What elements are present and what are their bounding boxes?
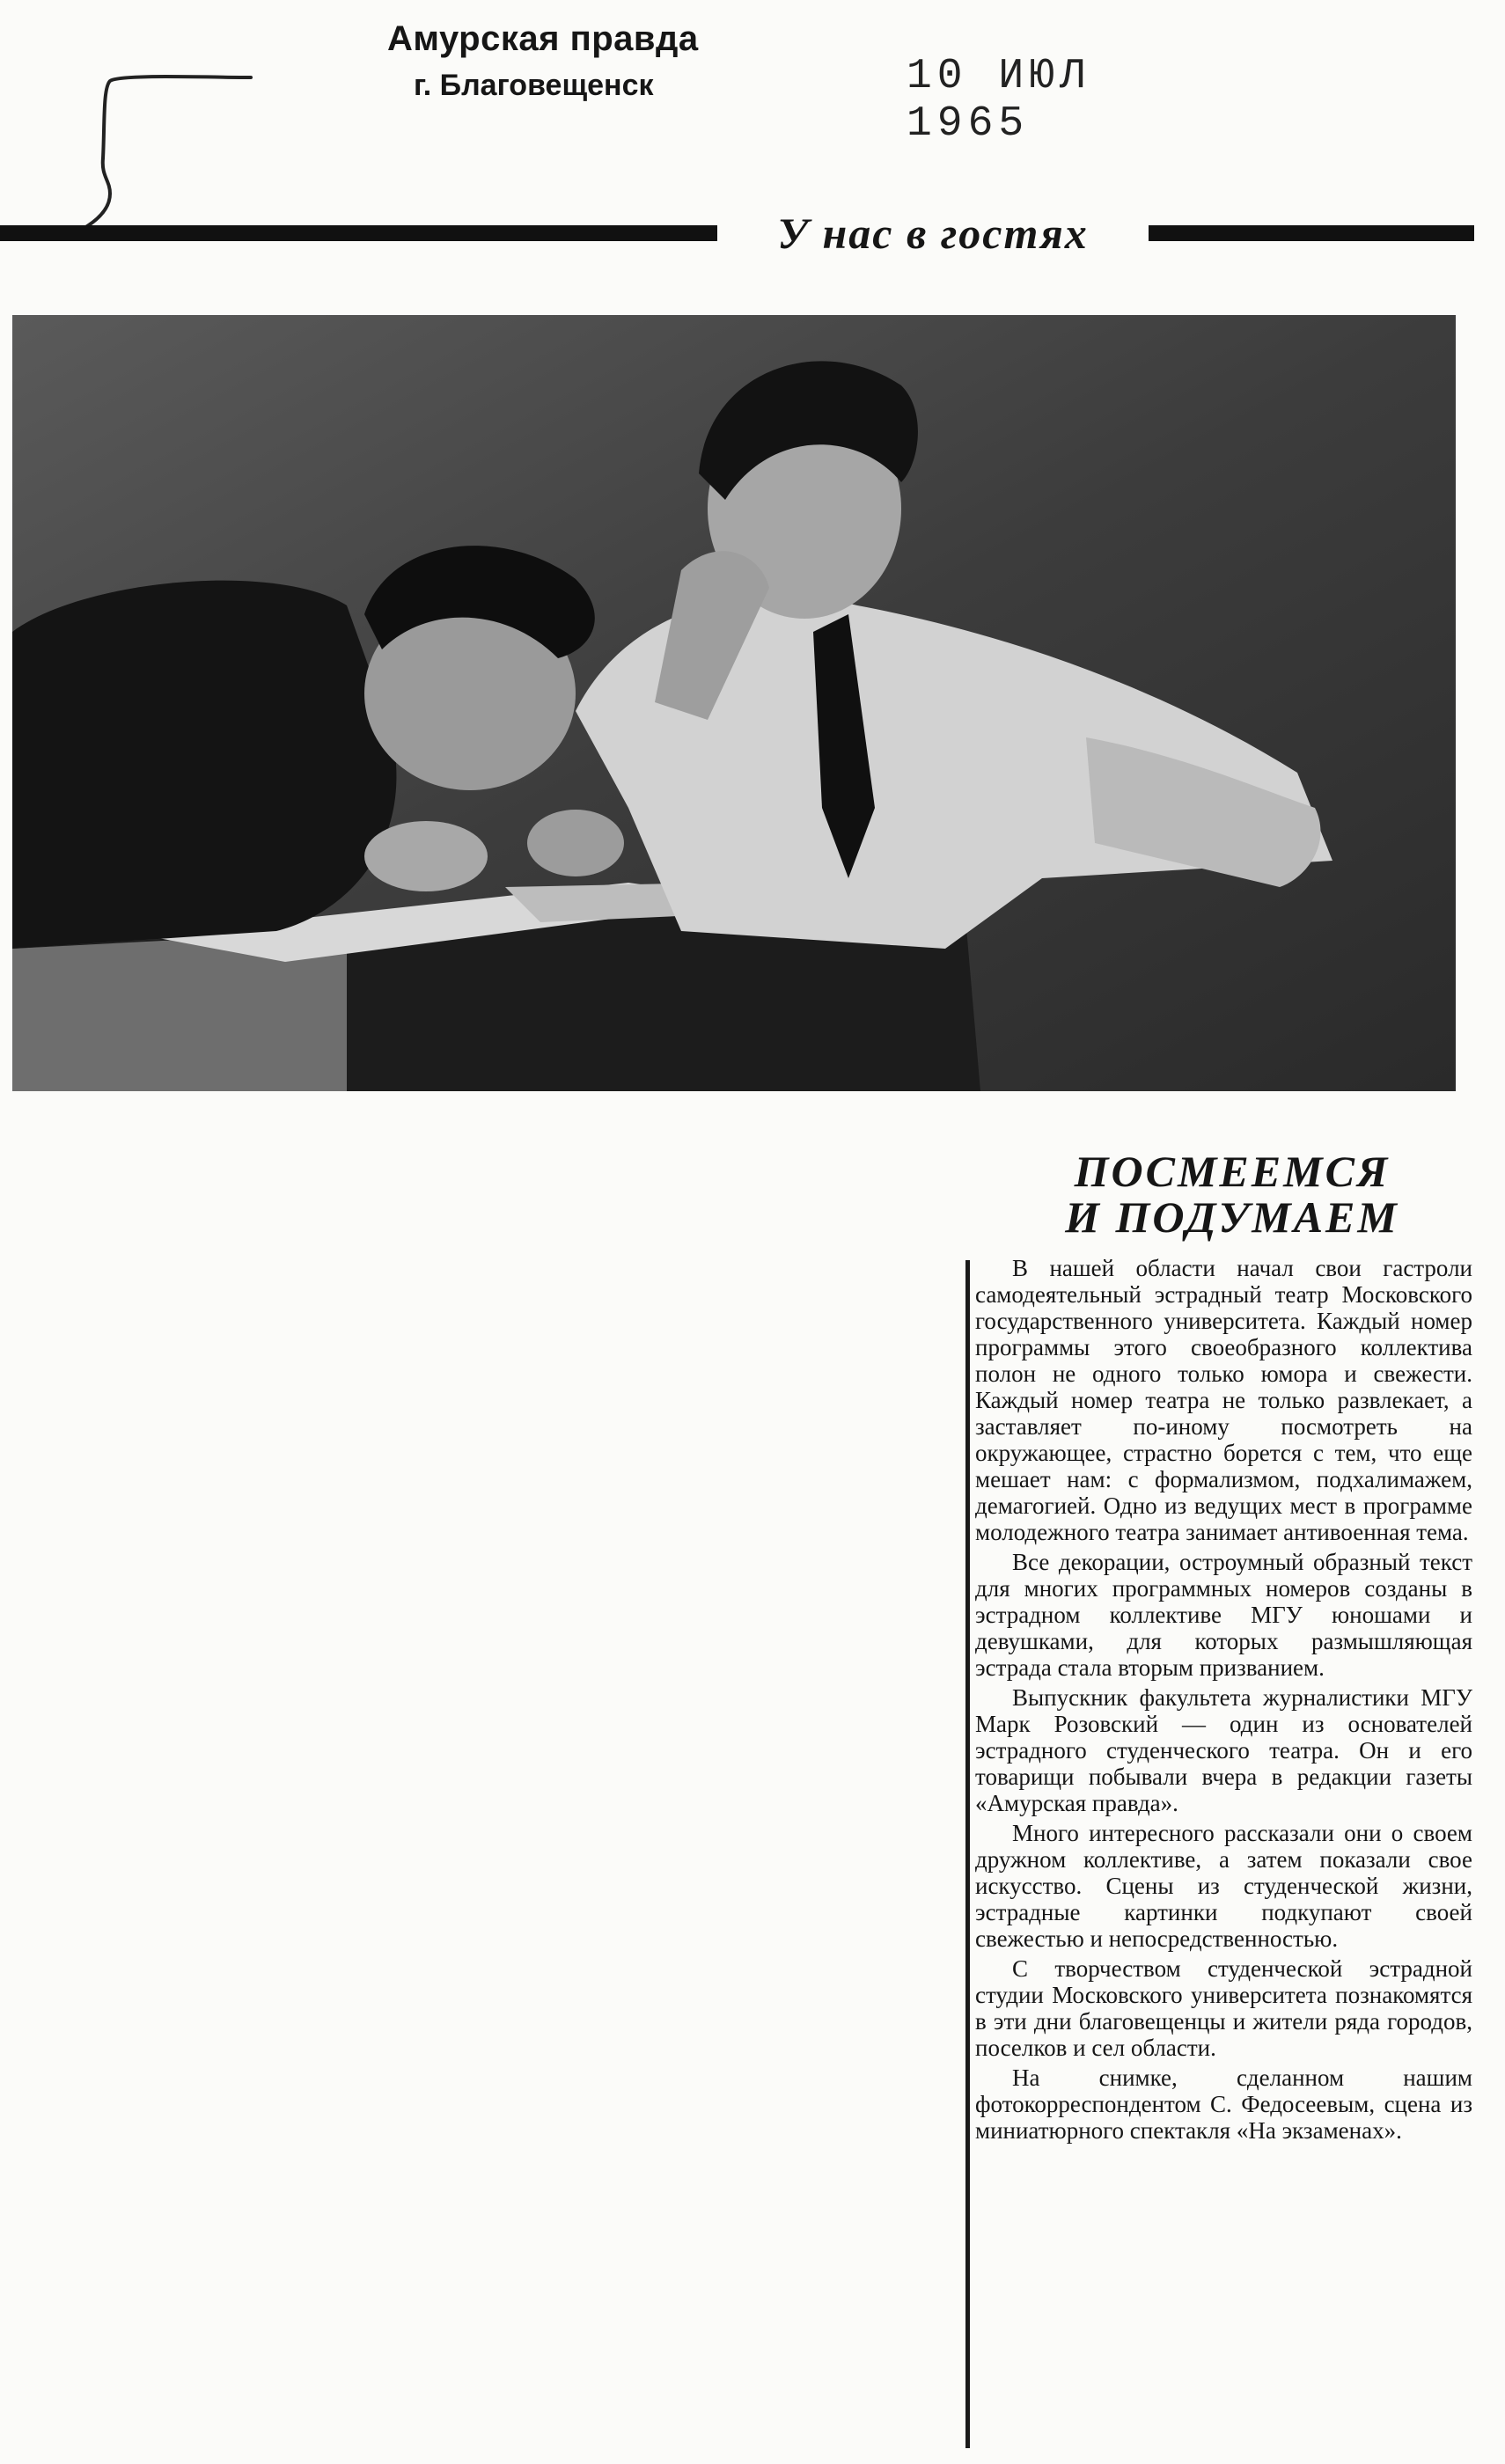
article-paragraph: Все декорации, остроумный образный текст для многих программных номеров созданы в эстрадном коллективе МГУ юношами и девушками, для которых размышляющая эстрада стала вторым призванием. [975,1549,1472,1681]
article-paragraph: Выпускник факультета журналистики МГУ Марк Розовский — один из основателей эстрадного студенческого театра. Он и его товарищи побывали вчера в редакции газеты «Амурская правда». [975,1684,1472,1816]
handwritten-mark [84,70,260,238]
article-body [975,1255,1472,2452]
article-paragraph: С творчеством студенческой эстрадной студии Московского университета познакомятся в эти дни благовещенцы и жители ряда городов, поселков и сел области. [975,1955,1472,2061]
column-rule [965,1260,970,2448]
headline-line-2: И ПОДУМАЕМ [1065,1192,1399,1242]
news-photo [12,315,1456,1091]
article-paragraph: В нашей области начал свои гастроли самодеятельный эстрадный театр Московского государственного университета. Каждый номер программы этого своеобразного коллектива полон не одного только юмора и свежести. Каждый номер театра не только развлекает, а заставляет по-иному посмотреть на окружающее, страстно борется с тем, что еще мешает нам: с формализмом, подхалимажем, демагогией. Одно из ведущих мест в программе молодежного театра занимает антивоенная тема. [975,1255,1472,1545]
rubric-rule-right [1149,225,1474,241]
article-headline [977,1148,1487,1240]
article-paragraph: Много интересного рассказали они о своем дружном коллективе, а затем показали свое искусство. Сцены из студенческой жизни, эстрадные картинки подкупают своей свежестью и непосредственностью. [975,1820,1472,1952]
article-paragraph: На снимке, сделанном нашим фотокорреспондентом С. Федосеевым, сцена из миниатюрного спектакля «На экзаменах». [975,2064,1472,2144]
headline-line-1: ПОСМЕЕМСЯ [1074,1147,1391,1196]
newspaper-city: г. Благовещенск [414,69,654,102]
newspaper-name: Амурская правда [387,19,699,58]
rubric-rule-left [0,225,717,241]
rubric-title: У нас в гостях [777,209,1089,258]
date-stamp: 10 ИЮЛ 1965 [907,53,1090,148]
